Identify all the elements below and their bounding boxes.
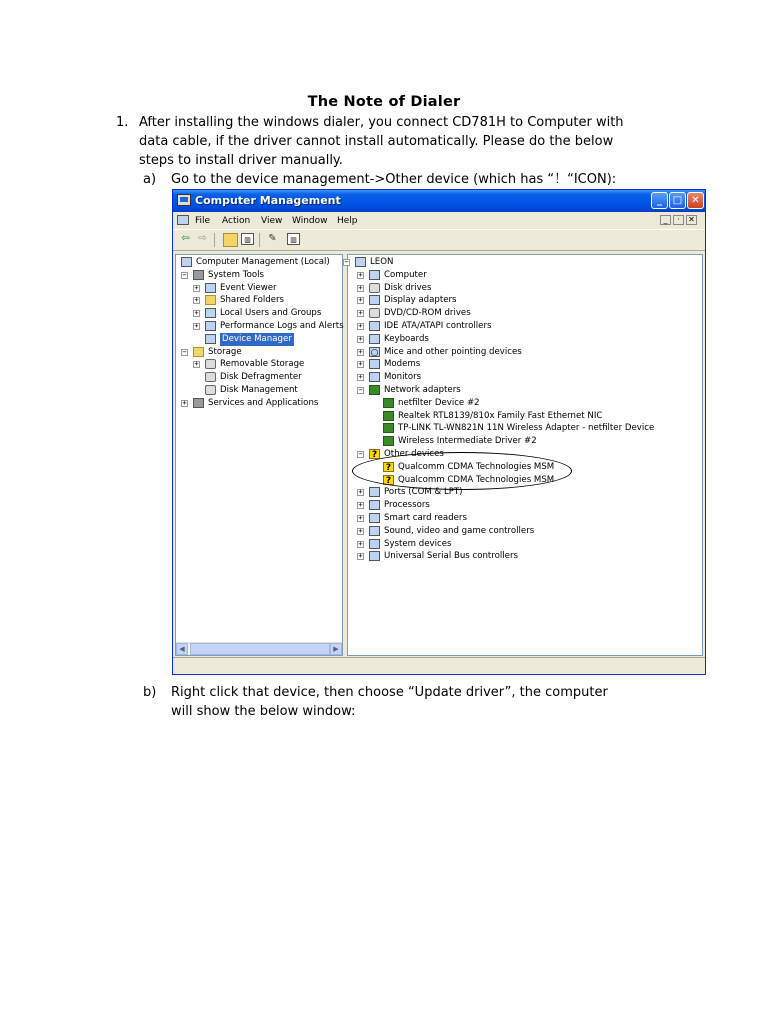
expand-icon[interactable]: + [194,283,199,292]
expand-icon[interactable]: + [358,309,363,318]
removable-storage-icon [205,359,216,369]
expand-icon[interactable]: + [358,270,363,279]
step-a-marker: a) [143,172,157,187]
collapse-icon[interactable]: − [182,347,187,356]
expand-icon[interactable]: + [358,334,363,343]
unknown-device-icon: ? [369,449,380,459]
disk-management-icon [205,385,216,395]
menu-bar [173,212,705,230]
tree-item-label: System Tools [208,269,264,280]
tree-item-label: LEON [370,257,394,267]
step-a-text: Go to the device management->Other device (which has “！“ICON): [171,172,617,187]
warning-icon: ? [383,462,394,472]
expand-icon[interactable]: + [358,501,363,510]
tree-item[interactable] [348,499,702,512]
collapse-icon[interactable]: − [358,450,363,458]
warning-icon: ? [383,475,394,485]
mdi-minimize-button[interactable]: _ [660,215,671,225]
network-card-icon [383,436,394,446]
tree-item-label: Performance Logs and Alerts [220,321,344,331]
maximize-button[interactable]: □ [669,192,686,209]
tree-item[interactable] [348,550,702,563]
collapse-icon[interactable]: − [344,258,349,266]
tree-item[interactable] [176,384,342,397]
tree-item-label: Wireless Intermediate Driver #2 [398,436,537,447]
network-card-icon [383,398,394,408]
defrag-icon [205,372,216,382]
tree-item[interactable] [176,346,342,359]
expand-icon[interactable]: + [358,373,363,382]
tree-item-label: Services and Applications [208,397,319,408]
mdi-restore-button[interactable]: · [673,215,684,225]
scroll-left-icon[interactable]: ◀ [176,643,188,655]
menu-file[interactable]: File [195,216,211,226]
tree-item[interactable] [344,256,702,269]
computer-icon [181,257,192,267]
event-viewer-icon [205,283,216,293]
expand-icon[interactable]: + [358,322,363,330]
tree-item-label: Keyboards [384,333,429,344]
tree-item[interactable] [176,320,342,333]
step-1-line-1: After installing the windows dialer, you connect CD781H to Computer with [139,115,624,130]
tree-item[interactable] [176,294,342,307]
device-manager-icon [205,334,216,344]
back-arrow-icon[interactable]: ⇦ [181,233,190,244]
tree-item-label: Qualcomm CDMA Technologies MSM [398,474,555,485]
step-1-line-3: steps to install driver manually. [139,153,343,168]
tree-item-label: Computer Management (Local) [196,257,330,267]
tree-item[interactable] [348,346,702,359]
tree-item-label: TP-LINK TL-WN821N 11N Wireless Adapter - netfilter Device [398,423,655,434]
storage-icon [193,347,204,357]
mouse-icon: ○ [370,347,379,358]
processor-icon [369,500,380,510]
tree-item[interactable] [348,269,702,282]
tree-item[interactable] [176,358,342,371]
collapse-icon[interactable]: − [358,386,363,394]
tree-item[interactable] [348,307,702,320]
tree-item-label: Local Users and Groups [220,308,322,319]
tree-item[interactable] [348,333,702,346]
step-b-line-2: will show the below window: [171,704,356,719]
tree-item-label: Computer [384,269,427,280]
expand-icon[interactable]: + [358,296,363,305]
scroll-thumb[interactable] [190,643,330,655]
horizontal-scrollbar[interactable] [176,642,342,655]
tree-item[interactable] [348,320,702,333]
mdi-close-button[interactable]: ✕ [686,215,697,225]
page-title: The Note of Dialer [307,94,461,110]
tree-item-label: Sound, video and game controllers [384,525,535,536]
tree-item-label: Ports (COM & LPT) [384,487,463,498]
menu-action[interactable]: Action [222,216,251,226]
expand-icon[interactable]: + [358,539,363,548]
sound-icon [369,526,380,536]
tree-item-label: netfilter Device #2 [398,397,480,408]
monitor-icon [369,372,380,382]
tree-item-label: Disk Defragmenter [220,372,302,383]
properties-icon[interactable]: ✎ [268,233,277,244]
network-icon [369,385,380,395]
expand-icon[interactable]: + [194,322,199,330]
system-devices-icon [369,539,380,549]
mdi-window-icon[interactable] [177,215,189,225]
tree-item[interactable] [348,384,702,397]
tree-item-label: Removable Storage [220,359,305,370]
expand-icon[interactable]: + [194,309,199,318]
tree-item[interactable] [176,307,342,320]
tree-item-label: IDE ATA/ATAPI controllers [384,321,492,331]
toolbar-separator [214,233,215,247]
tree-item-label: Disk Management [220,385,298,395]
collapse-icon[interactable]: − [182,270,187,279]
expand-icon[interactable]: + [358,514,363,522]
title-bar[interactable] [173,190,705,212]
expand-icon[interactable]: + [182,398,187,407]
computer-management-window [172,189,706,675]
tree-item-label: Network adapters [384,385,461,395]
tree-item-label: System devices [384,538,452,549]
forward-arrow-icon[interactable]: ⇨ [198,233,207,244]
menu-view[interactable]: View [261,216,283,226]
window-title: Computer Management [195,194,341,207]
minimize-button[interactable]: _ [651,192,668,209]
console-tree-pane [175,254,343,656]
computer-management-icon [177,194,191,206]
tree-item-label: Modems [384,359,421,370]
menu-window[interactable]: Window [292,216,328,226]
tree-item[interactable] [348,525,702,538]
tree-item-label: Event Viewer [220,282,277,293]
tree-item[interactable] [176,333,342,346]
tree-item[interactable] [348,294,702,307]
tree-item[interactable] [348,282,702,295]
step-b-marker: b) [143,685,157,700]
tree-item[interactable] [176,371,342,384]
folder-icon [205,295,216,305]
tree-item-label: Storage [208,346,242,357]
tree-item-label: Device Manager [222,333,292,344]
tree-item-label: Realtek RTL8139/810x Family Fast Ethernet NIC [398,410,603,421]
tree-item-label: Monitors [384,372,422,383]
show-hide-tree-icon[interactable]: ▥ [241,233,254,245]
toolbar-separator [259,233,260,247]
tree-item[interactable] [348,371,702,384]
tree-item[interactable] [348,410,702,423]
tree-item[interactable] [176,397,342,410]
expand-icon[interactable]: + [358,488,363,497]
port-icon [369,487,380,497]
expand-icon[interactable]: + [358,360,363,369]
disk-icon [369,283,380,293]
toolbar [173,230,705,251]
smartcard-icon [369,513,380,523]
tree-item[interactable] [348,358,702,371]
tree-item-label: DVD/CD-ROM drives [384,308,471,319]
computer-icon [355,257,366,267]
tree-item[interactable] [176,282,342,295]
keyboard-icon [369,334,380,344]
network-card-icon [383,423,394,433]
tree-item-label: Shared Folders [220,295,285,306]
tree-item[interactable] [348,486,702,499]
usb-icon [369,551,380,561]
users-icon [205,308,216,318]
help-icon[interactable]: ▥ [287,233,300,245]
expand-icon[interactable]: + [358,283,363,292]
expand-icon[interactable]: + [194,296,199,305]
tree-item-label: Mice and other pointing devices [384,346,522,357]
tree-item-label: Other devices [384,449,444,459]
tree-item-label: Smart card readers [384,513,467,523]
tree-item-label: Display adapters [384,295,457,306]
expand-icon[interactable]: + [358,347,363,356]
cdrom-icon [369,308,380,318]
tree-item-label: Qualcomm CDMA Technologies MSM [398,461,555,472]
tree-item[interactable] [348,512,702,525]
network-card-icon [383,411,394,421]
menu-help[interactable]: Help [337,216,358,226]
scroll-right-icon[interactable]: ▶ [330,643,342,655]
modem-icon [369,359,380,369]
step-b-line-1: Right click that device, then choose “Update driver”, the computer [171,685,608,700]
expand-icon[interactable]: + [358,526,363,535]
tree-item[interactable] [348,538,702,551]
tree-item-label: Universal Serial Bus controllers [384,551,518,562]
expand-icon[interactable]: + [358,552,363,561]
ide-icon [369,321,380,331]
highlight-ellipse [352,452,572,490]
tree-item-label: Disk drives [384,282,432,293]
up-folder-icon[interactable] [223,233,238,247]
services-icon [193,398,204,408]
tree-item[interactable] [176,256,342,269]
tree-item[interactable] [348,435,702,448]
tree-item[interactable] [176,269,342,282]
expand-icon[interactable]: + [194,360,199,369]
computer-icon [369,270,380,280]
step-1-line-2: data cable, if the driver cannot install automatically. Please do the below [139,134,614,149]
tree-item[interactable] [348,422,702,435]
status-bar [173,657,705,674]
tree-item[interactable] [348,397,702,410]
close-button[interactable]: ✕ [687,192,704,209]
step-1-number: 1. [116,115,129,130]
tools-icon [193,270,204,280]
tree-item-label: Processors [384,500,430,511]
display-icon [369,295,380,305]
perf-icon [205,321,216,331]
